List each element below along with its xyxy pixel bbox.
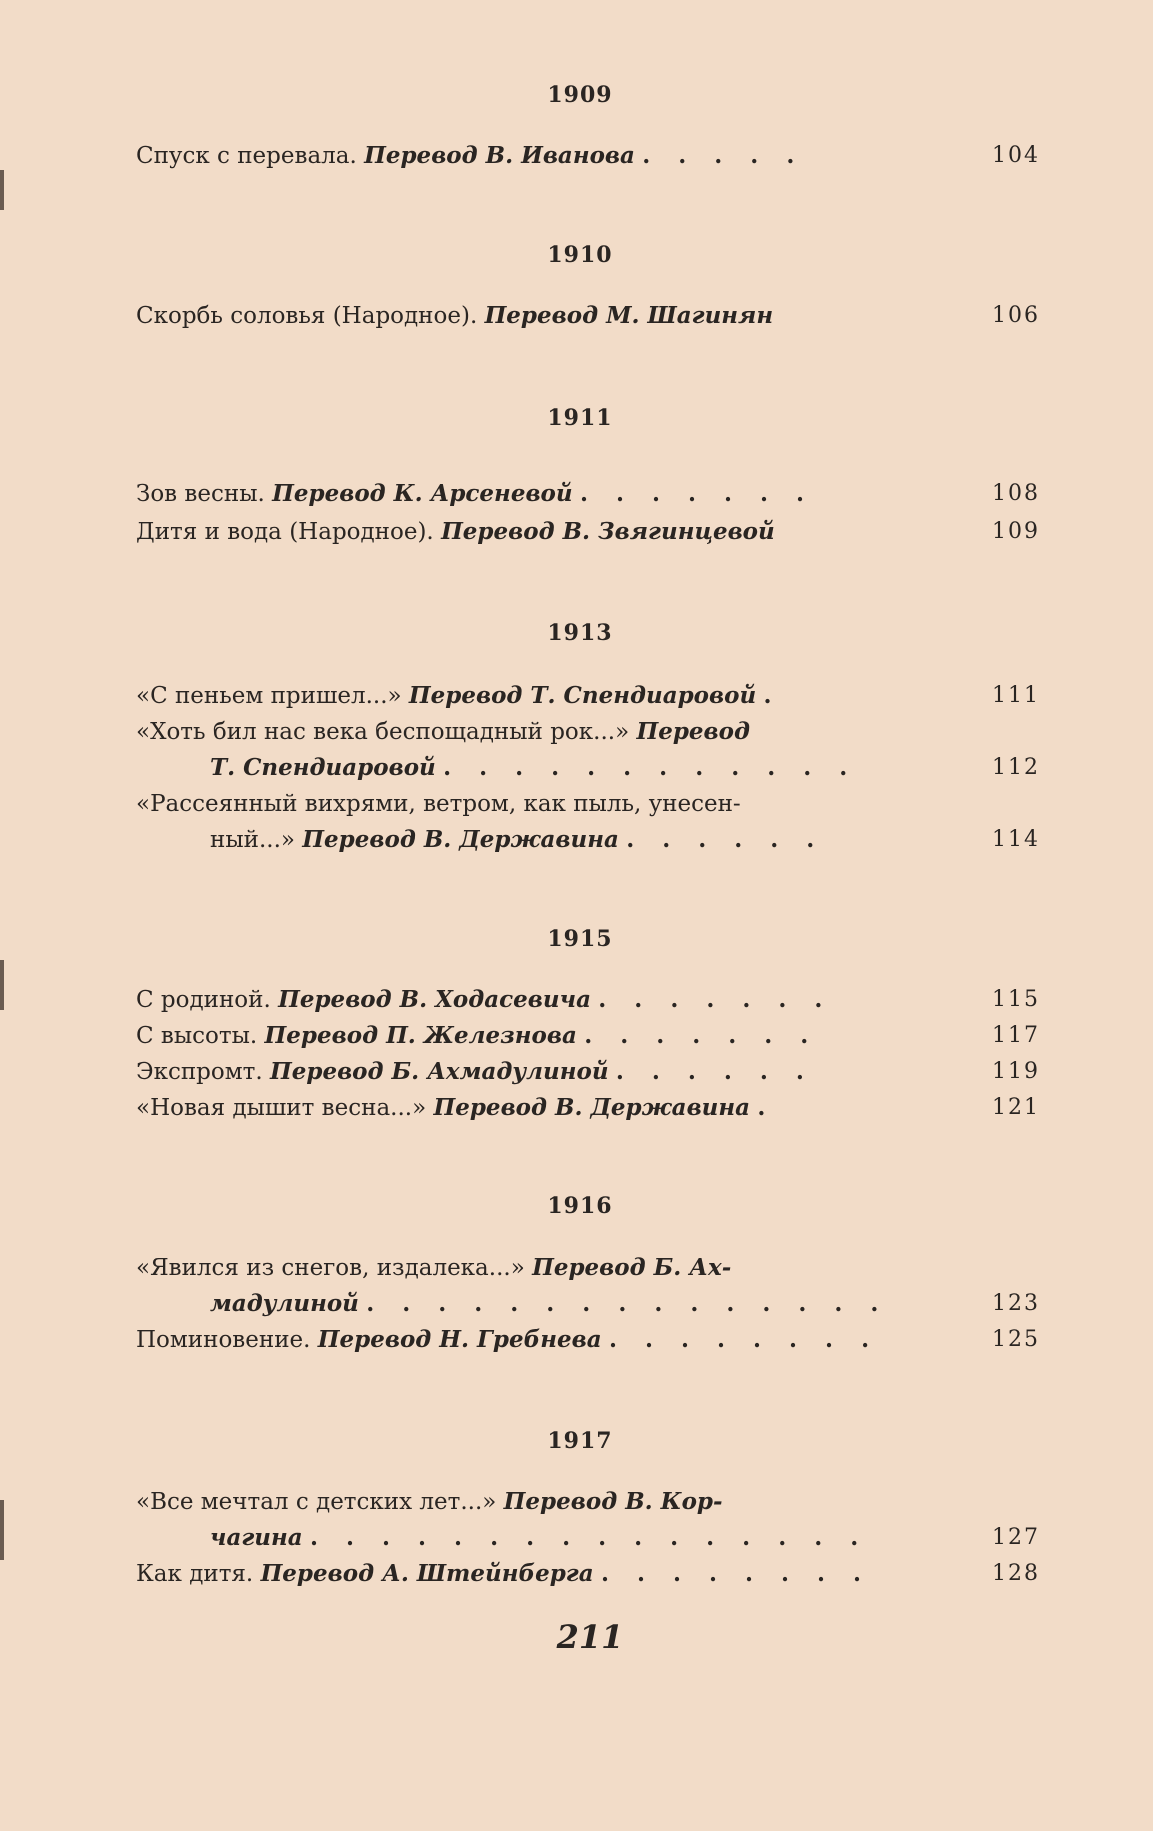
toc-entry-continuation[interactable]	[210, 752, 939, 784]
entry-title: «Все мечтал с детских лет...»	[136, 1489, 497, 1515]
entry-translator: Перевод В. Державина	[433, 1094, 751, 1121]
entry-title: Экспромт.	[136, 1059, 263, 1085]
entry-translator: Перевод В. Иванова	[364, 142, 635, 169]
toc-entry-continuation[interactable]	[210, 1522, 939, 1554]
leader-dots: . . . . . . . . . . . . . . . .	[310, 1524, 869, 1551]
page-number: 111	[992, 683, 1040, 708]
entry-translator: Перевод Б. Ах-	[532, 1254, 732, 1281]
year-heading: 1917	[547, 1428, 613, 1454]
entry-translator: Т. Спендиаровой	[210, 754, 436, 781]
page-number: 128	[992, 1561, 1040, 1586]
entry-translator: Перевод В. Кор-	[503, 1488, 723, 1515]
year-heading: 1915	[547, 926, 613, 952]
page-number: 108	[992, 481, 1040, 506]
leader-dots: . . . . . . . .	[608, 1326, 880, 1353]
leader-dots: . . . . . . .	[584, 1022, 819, 1049]
entry-translator: Перевод П. Железнова	[264, 1022, 577, 1049]
entry-title: ный...»	[210, 827, 295, 853]
year-heading: 1913	[547, 620, 613, 646]
year-heading: 1910	[547, 242, 613, 268]
toc-entry[interactable]	[136, 1558, 939, 1590]
entry-title: Зов весны.	[136, 481, 265, 507]
entry-title: Дитя и вода (Народное).	[136, 519, 434, 545]
leader-dots: .	[757, 1094, 776, 1121]
leader-dots: . . . . . . .	[598, 986, 833, 1013]
entry-title: Скорбь соловья (Народное).	[136, 303, 478, 329]
entry-title: «Хоть бил нас века беспощадный рок...»	[136, 719, 630, 745]
page-number: 109	[992, 519, 1040, 544]
page-edge-mark	[0, 960, 4, 1010]
entry-translator: Перевод Б. Ахмадулиной	[270, 1058, 609, 1085]
entry-title: Как дитя.	[136, 1561, 254, 1587]
entry-translator: Перевод К. Арсеневой	[272, 480, 573, 507]
toc-entry[interactable]	[136, 1092, 939, 1124]
entry-title: «Рассеянный вихрями, ветром, как пыль, унесен-	[136, 791, 741, 817]
entry-title: Поминовение.	[136, 1327, 311, 1353]
entry-translator: мадулиной	[210, 1290, 359, 1317]
entry-title: С родиной.	[136, 987, 271, 1013]
entry-translator: Перевод Т. Спендиаровой	[408, 682, 757, 709]
leader-dots: .	[763, 682, 782, 709]
entry-translator: Перевод В. Звягинцевой	[441, 518, 775, 545]
entry-translator: Перевод В. Державина	[302, 826, 619, 853]
folio-page-number: 211	[556, 1618, 624, 1656]
entry-title: «Новая дышит весна...»	[136, 1095, 427, 1121]
page-number: 104	[992, 143, 1040, 168]
page-number: 127	[992, 1525, 1040, 1550]
year-heading: 1911	[547, 405, 613, 431]
toc-entry[interactable]	[136, 478, 939, 510]
entry-translator: Перевод В. Ходасевича	[278, 986, 591, 1013]
page-number: 123	[992, 1291, 1040, 1316]
toc-entry[interactable]	[136, 788, 939, 820]
toc-entry[interactable]	[136, 1486, 939, 1518]
toc-entry[interactable]	[136, 516, 939, 548]
toc-entry[interactable]	[136, 140, 939, 172]
leader-dots: . . . . . . . . . . . .	[443, 754, 858, 781]
toc-entry-continuation[interactable]	[210, 1288, 939, 1320]
entry-title: «Явился из снегов, издалека...»	[136, 1255, 525, 1281]
page-number: 112	[992, 755, 1040, 780]
year-heading: 1916	[547, 1193, 613, 1219]
leader-dots: . . . . . . . . . . . . . . .	[366, 1290, 889, 1317]
toc-entry-continuation[interactable]	[210, 824, 939, 856]
entry-title: «С пеньем пришел...»	[136, 683, 402, 709]
leader-dots: . . . . . . . .	[600, 1560, 872, 1587]
leader-dots: . . . . . .	[615, 1058, 814, 1085]
toc-entry[interactable]	[136, 1324, 939, 1356]
toc-entry[interactable]	[136, 1056, 939, 1088]
page-number: 117	[992, 1023, 1040, 1048]
page-edge-mark	[0, 1500, 4, 1560]
entry-title: С высоты.	[136, 1023, 258, 1049]
entry-translator: Перевод Н. Гребнева	[317, 1326, 602, 1353]
page-number: 106	[992, 303, 1040, 328]
toc-entry[interactable]	[136, 1252, 939, 1284]
leader-dots: . . . . . .	[626, 826, 825, 853]
toc-entry[interactable]	[136, 716, 939, 748]
entry-translator: чагина	[210, 1524, 303, 1551]
entry-translator: Перевод А. Штейнберга	[260, 1560, 594, 1587]
entry-title: Спуск с перевала.	[136, 143, 357, 169]
toc-entry[interactable]	[136, 300, 939, 332]
year-heading: 1909	[547, 82, 613, 108]
leader-dots: . . . . .	[642, 142, 805, 169]
page-number: 114	[992, 827, 1040, 852]
entry-translator: Перевод	[636, 718, 750, 745]
toc-entry[interactable]	[136, 1020, 939, 1052]
entry-translator: Перевод М. Шагинян	[484, 302, 774, 329]
page-number: 121	[992, 1095, 1040, 1120]
page-edge-mark	[0, 170, 4, 210]
page-number: 115	[992, 987, 1040, 1012]
toc-entry[interactable]	[136, 984, 939, 1016]
toc-entry[interactable]	[136, 680, 939, 712]
page-number: 125	[992, 1327, 1040, 1352]
page-number: 119	[992, 1059, 1040, 1084]
leader-dots: . . . . . . .	[579, 480, 815, 507]
